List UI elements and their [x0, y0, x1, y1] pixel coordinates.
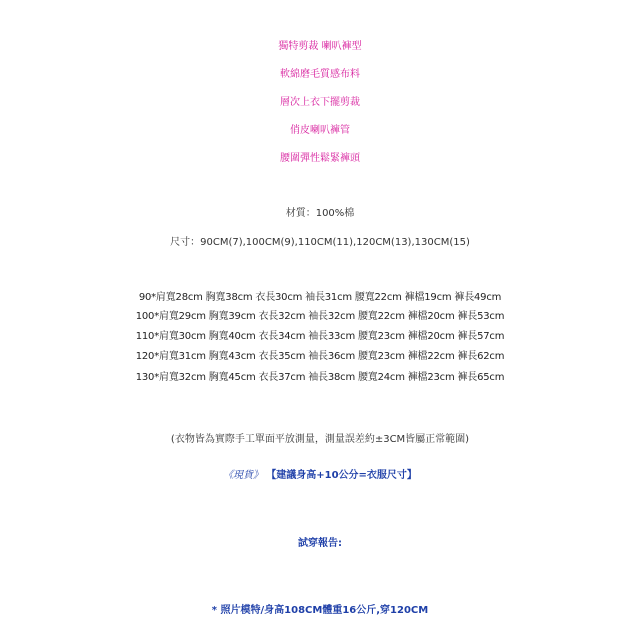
fitting-title: 試穿報告:	[298, 538, 342, 549]
material-text: 材質：100%棉	[285, 208, 355, 219]
sizes-text: 尺寸：90CM(7),100CM(9),110CM(11),120CM(13),130CM(15)	[170, 237, 470, 248]
stock-tag: 《現貨》	[223, 470, 264, 481]
feature-line-3: 層次上衣下擺剪裁	[280, 97, 360, 108]
feature-line-1: 獨特剪裁 喇叭褲型	[278, 41, 362, 52]
measurement-row: 110*肩寬30cm 胸寬40cm 衣長34cm 袖長33cm 腰寬23cm 褲檔20cm 褲長57cm	[135, 331, 505, 342]
stock-line	[0, 469, 640, 483]
feature-line-2: 軟綿磨毛質感布料	[280, 69, 360, 80]
feature-line-4: 俏皮喇叭褲管	[290, 125, 350, 136]
size-advice: 【建議身高+10公分=衣服尺寸】	[266, 470, 417, 481]
fitting-detail: * 照片模特/身高108CM體重16公斤,穿120CM	[211, 605, 429, 616]
measurement-row: 120*肩寬31cm 胸寬43cm 衣長35cm 袖長36cm 腰寬23cm 褲檔22cm 褲長62cm	[135, 351, 505, 362]
measurement-row: 90*肩寬28cm 胸寬38cm 衣長30cm 袖長31cm 腰寬22cm 褲檔19cm 褲長49cm	[138, 292, 502, 303]
measurement-row: 130*肩寬32cm 胸寬45cm 衣長37cm 袖長38cm 腰寬24cm 褲檔23cm 褲長65cm	[135, 372, 505, 383]
feature-line-5: 腰圍彈性鬆緊褲頭	[280, 153, 360, 164]
measurement-row: 100*肩寬29cm 胸寬39cm 衣長32cm 袖長32cm 腰寬22cm 褲檔20cm 褲長53cm	[135, 311, 505, 322]
measurement-note: (衣物皆為實際手工單面平放測量，測量誤差約±3CM皆屬正常範圍)	[170, 434, 470, 445]
